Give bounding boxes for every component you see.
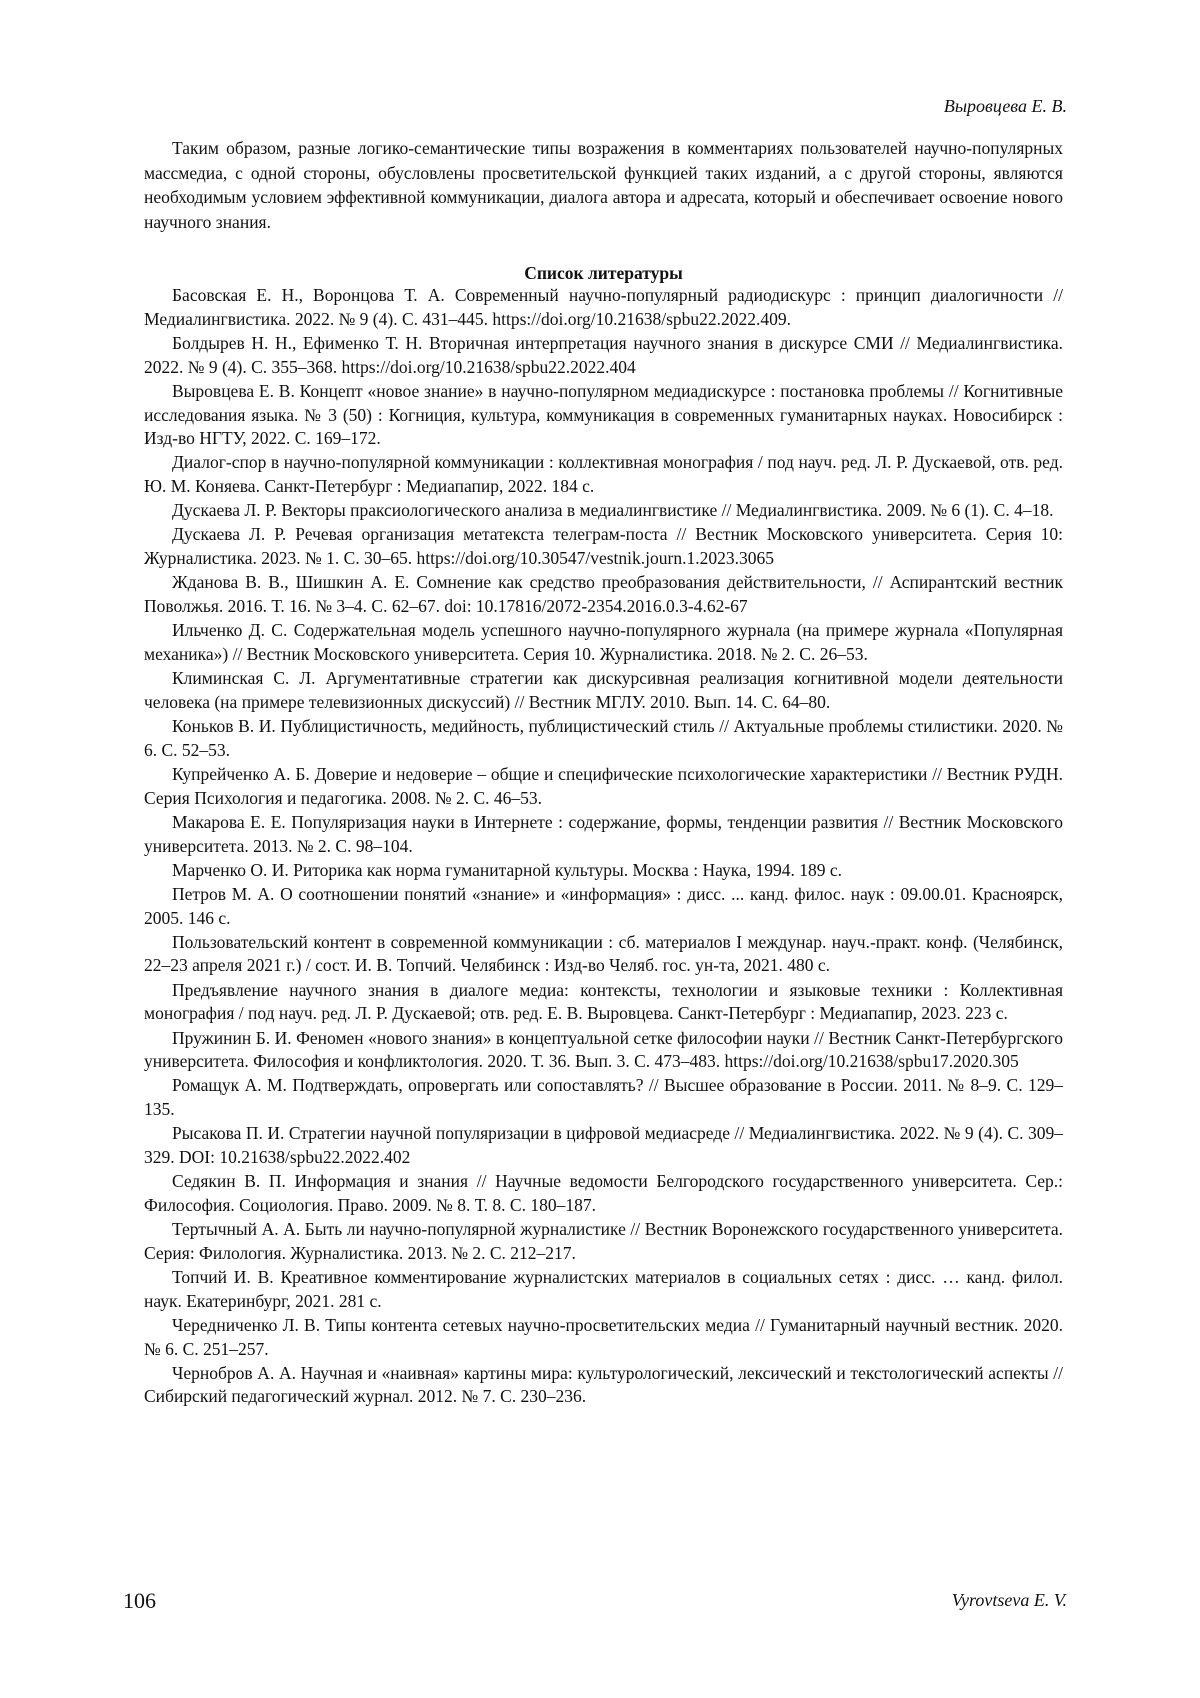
reference-item: Макарова Е. Е. Популяризация науки в Интернете : содержание, формы, тенденции развития // Вестник Московского университета. 2013. № 2. С. 98–104. [144, 811, 1063, 856]
reference-item: Пружинин Б. И. Феномен «нового знания» в концептуальной сетке философии науки // Вестник Санкт-Петербургского университета. Философия и конфликтология. 2020. Т. 36. Вып. 3. С. 473–483. https://doi.org/10.21638/spbu17.2020.305 [144, 1027, 1063, 1072]
reference-item: Предъявление научного знания в диалоге медиа: контексты, технологии и языковые техники : Коллективная монография / под науч. ред. Л. Р. Дускаевой; отв. ред. Е. В. Выровцева. Санкт-Петербург : Медиапапир, 2023. 223 с. [144, 979, 1063, 1024]
running-footer-author: Vyrovtseva E. V. [951, 1590, 1067, 1610]
reference-item: Климинская С. Л. Аргументативные стратегии как дискурсивная реализация когнитивной модели деятельности человека (на примере телевизионных дискуссий) // Вестник МГЛУ. 2010. Вып. 14. С. 64–80. [144, 668, 1063, 712]
intro-paragraph: Таким образом, разные логико-семантические типы возражения в комментариях пользователей научно-популярных массмедиа, с одной стороны, обусловлены просветительской функцией таких изданий, а с другой стороны, являются необходимым условием эффективной коммуникации, диалога автора и адресата, который и обеспечивает освоение нового научного знания. [144, 138, 1063, 232]
reference-item: Болдырев Н. Н., Ефименко Т. Н. Вторичная интерпретация научного знания в дискурсе СМИ // Медиалингвистика. 2022. № 9 (4). С. 355–368. https://doi.org/10.21638/spbu22.2022.404 [144, 332, 1063, 377]
page-number: 106 [123, 1588, 156, 1613]
reference-item: Седякин В. П. Информация и знания // Научные ведомости Белгородского государственного университета. Сер.: Философия. Социология. Право. 2009. № 8. Т. 8. С. 180–187. [144, 1171, 1063, 1215]
reference-item: Тертычный А. А. Быть ли научно-популярной журналистике // Вестник Воронежского государственного университета. Серия: Филология. Журналистика. 2013. № 2. С. 212–217. [144, 1219, 1063, 1263]
reference-item: Дускаева Л. Р. Векторы праксиологического анализа в медиалингвистике // Медиалингвистика. 2009. № 6 (1). С. 4–18. [172, 500, 1054, 521]
reference-item: Басовская Е. Н., Воронцова Т. А. Современный научно-популярный радиодискурс : принцип диалогичности // Медиалингвистика. 2022. № 9 (4). С. 431–445. https://doi.org/10.21638/spbu22.2022.409. [144, 285, 1063, 329]
references-list [144, 284, 1063, 1410]
reference-item: Пользовательский контент в современной коммуникации : сб. материалов I междунар. науч.-практ. конф. (Челябинск, 22–23 апреля 2021 г.) / сост. И. В. Топчий. Челябинск : Изд-во Челяб. гос. ун-та, 2021. 480 с. [144, 931, 1063, 976]
reference-item: Ильченко Д. С. Содержательная модель успешного научно-популярного журнала (на примере журнала «Популярная механика») // Вестник Московского университета. Серия 10. Журналистика. 2018. № 2. С. 26–53. [144, 620, 1063, 664]
running-header-author: Выровцева Е. В. [943, 96, 1067, 116]
reference-item: Жданова В. В., Шишкин А. Е. Сомнение как средство преобразования действительности, // Аспирантский вестник Поволжья. 2016. Т. 16. № 3–4. С. 62–67. doi: 10.17816/2072-2354.2016.0.3-4.62-67 [144, 572, 1063, 617]
reference-item: Петров М. А. О соотношении понятий «знание» и «информация» : дисс. ... канд. филос. наук : 09.00.01. Красноярск, 2005. 146 с. [144, 883, 1063, 928]
reference-item: Купрейченко А. Б. Доверие и недоверие – общие и специфические психологические характеристики // Вестник РУДН. Серия Психология и педагогика. 2008. № 2. С. 46–53. [144, 763, 1063, 808]
reference-item: Коньков В. И. Публицистичность, медийность, публицистический стиль // Актуальные проблемы стилистики. 2020. № 6. С. 52–53. [144, 716, 1063, 760]
reference-item: Марченко О. И. Риторика как норма гуманитарной культуры. Москва : Наука, 1994. 189 с. [172, 859, 843, 880]
reference-item: Дускаева Л. Р. Речевая организация метатекста телеграм-поста // Вестник Московского университета. Серия 10: Журналистика. 2023. № 1. С. 30–65. https://doi.org/10.30547/vestnik.journ.1.2023.3065 [144, 524, 1063, 569]
reference-item: Топчий И. В. Креативное комментирование журналистских материалов в социальных сетях : дисс. … канд. филол. наук. Екатеринбург, 2021. 281 с. [144, 1266, 1063, 1311]
reference-item: Чередниченко Л. В. Типы контента сетевых научно-просветительских медиа // Гуманитарный научный вестник. 2020. № 6. С. 251–257. [144, 1314, 1063, 1359]
reference-item: Выровцева Е. В. Концепт «новое знание» в научно-популярном медиадискурсе : постановка проблемы // Когнитивные исследования языка. № 3 (50) : Когниция, культура, коммуникация в современных гуманитарных науках. Новосибирск : Изд-во НГТУ, 2022. С. 169–172. [144, 380, 1063, 449]
reference-item: Чернобров А. А. Научная и «наивная» картины мира: культурологический, лексический и текстологический аспекты // Сибирский педагогический журнал. 2012. № 7. С. 230–236. [144, 1362, 1063, 1407]
reference-item: Рысакова П. И. Стратегии научной популяризации в цифровой медиасреде // Медиалингвистика. 2022. № 9 (4). С. 309–329. DOI: 10.21638/spbu22.2022.402 [144, 1123, 1063, 1168]
references-title: Список литературы [524, 263, 683, 283]
reference-item: Ромащук А. М. Подтверждать, опровергать или сопоставлять? // Высшее образование в России. 2011. № 8–9. С. 129–135. [144, 1075, 1063, 1120]
reference-item: Диалог-спор в научно-популярной коммуникации : коллективная монография / под науч. ред. Л. Р. Дускаевой, отв. ред. Ю. М. Коняева. Санкт-Петербург : Медиапапир, 2022. 184 с. [144, 452, 1063, 497]
